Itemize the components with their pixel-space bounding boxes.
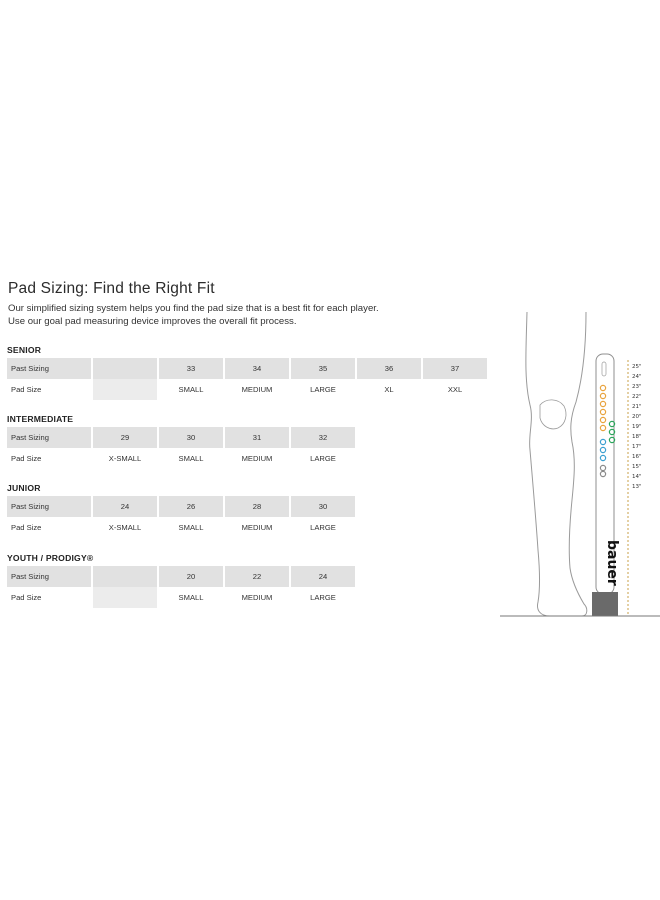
ruler-label: 20" bbox=[632, 414, 642, 420]
pad-size-cell: LARGE bbox=[310, 523, 336, 532]
leg-outline-back bbox=[526, 312, 587, 616]
past-size-cell: 22 bbox=[225, 566, 289, 587]
measuring-device-illustration bbox=[500, 310, 660, 630]
past-sizing-row bbox=[7, 566, 355, 587]
ruler-label: 16" bbox=[632, 454, 642, 460]
row-label: Past Sizing bbox=[7, 427, 91, 448]
row-label: Past Sizing bbox=[7, 358, 91, 379]
past-size-cell: 34 bbox=[225, 358, 289, 379]
row-label: Pad Size bbox=[11, 385, 42, 394]
leg-and-ruler-graphic bbox=[500, 310, 660, 630]
intro-line-1: Our simplified sizing system helps you find the pad size that is a best fit for each player. bbox=[8, 303, 379, 314]
ruler-label: 25" bbox=[632, 364, 642, 370]
ruler-labels bbox=[632, 364, 642, 490]
pad-size-cell: MEDIUM bbox=[241, 454, 273, 463]
ruler-label: 13" bbox=[632, 484, 642, 490]
past-size-cell: 24 bbox=[291, 566, 355, 587]
pad-size-cell: LARGE bbox=[310, 385, 336, 394]
section-title: INTERMEDIATE bbox=[7, 414, 74, 424]
ruler-label: 14" bbox=[632, 474, 642, 480]
past-sizing-row bbox=[7, 358, 487, 379]
ruler-label: 21" bbox=[632, 404, 642, 410]
past-size-cell: 20 bbox=[159, 566, 223, 587]
ruler-label: 19" bbox=[632, 424, 642, 430]
ruler-label: 24" bbox=[632, 374, 642, 380]
past-sizing-row bbox=[7, 427, 355, 448]
section-title: YOUTH / PRODIGY® bbox=[7, 553, 94, 563]
pad-size-cell: SMALL bbox=[178, 454, 204, 463]
pad-size-cell: X-SMALL bbox=[108, 523, 142, 532]
past-size-cell: 30 bbox=[291, 496, 355, 517]
pad-size-row bbox=[7, 587, 355, 608]
junior-size-table bbox=[5, 496, 357, 538]
pad-size-cell: SMALL bbox=[178, 593, 204, 602]
ruler-label: 15" bbox=[632, 464, 642, 470]
past-size-cell bbox=[93, 358, 157, 379]
youth-prodigy-section bbox=[7, 552, 357, 608]
pad-size-cell: MEDIUM bbox=[241, 593, 273, 602]
past-size-cell: 32 bbox=[291, 427, 355, 448]
row-label: Pad Size bbox=[11, 454, 42, 463]
intermediate-section bbox=[7, 413, 357, 469]
row-label: Past Sizing bbox=[7, 496, 91, 517]
pad-size-row bbox=[7, 517, 355, 538]
ruler-label: 17" bbox=[632, 444, 642, 450]
pad-size-cell: XXL bbox=[447, 385, 463, 394]
intro-text bbox=[8, 303, 408, 328]
past-size-cell: 28 bbox=[225, 496, 289, 517]
section-title: SENIOR bbox=[7, 345, 42, 355]
row-label: Past Sizing bbox=[7, 566, 91, 587]
device-base bbox=[592, 592, 618, 616]
past-size-cell: 31 bbox=[225, 427, 289, 448]
pad-size-cell bbox=[93, 379, 157, 400]
past-size-cell: 37 bbox=[423, 358, 487, 379]
past-size-cell: 35 bbox=[291, 358, 355, 379]
past-size-cell: 29 bbox=[93, 427, 157, 448]
ruler-label: 22" bbox=[632, 394, 642, 400]
pad-size-cell: SMALL bbox=[178, 385, 204, 394]
pad-size-cell: MEDIUM bbox=[241, 523, 273, 532]
knee-outline bbox=[540, 400, 566, 429]
page-title: Pad Sizing: Find the Right Fit bbox=[8, 280, 215, 297]
ruler-label: 23" bbox=[632, 384, 642, 390]
junior-section bbox=[7, 482, 357, 538]
pad-size-row bbox=[7, 448, 355, 469]
past-size-cell: 36 bbox=[357, 358, 421, 379]
past-size-cell: 24 bbox=[93, 496, 157, 517]
senior-section bbox=[7, 344, 489, 400]
pad-size-cell: LARGE bbox=[310, 454, 336, 463]
senior-size-table bbox=[5, 358, 489, 400]
pad-size-cell: LARGE bbox=[310, 593, 336, 602]
row-label: Pad Size bbox=[11, 523, 42, 532]
pad-size-cell: X-SMALL bbox=[108, 454, 142, 463]
past-size-cell: 30 bbox=[159, 427, 223, 448]
youth-size-table bbox=[5, 566, 357, 608]
pad-size-cell bbox=[93, 587, 157, 608]
row-label: Pad Size bbox=[11, 593, 42, 602]
pad-size-cell: SMALL bbox=[178, 523, 204, 532]
past-size-cell: 33 bbox=[159, 358, 223, 379]
section-title: JUNIOR bbox=[7, 483, 41, 493]
past-size-cell bbox=[93, 566, 157, 587]
intermediate-size-table bbox=[5, 427, 357, 469]
pad-size-cell: XL bbox=[384, 385, 394, 394]
past-size-cell: 26 bbox=[159, 496, 223, 517]
pad-size-cell: MEDIUM bbox=[241, 385, 273, 394]
brand-logo: bauer bbox=[604, 540, 620, 586]
ruler-label: 18" bbox=[632, 434, 642, 440]
past-sizing-row bbox=[7, 496, 355, 517]
intro-line-2: Use our goal pad measuring device improves the overall fit process. bbox=[8, 315, 297, 327]
pad-size-row bbox=[7, 379, 487, 400]
